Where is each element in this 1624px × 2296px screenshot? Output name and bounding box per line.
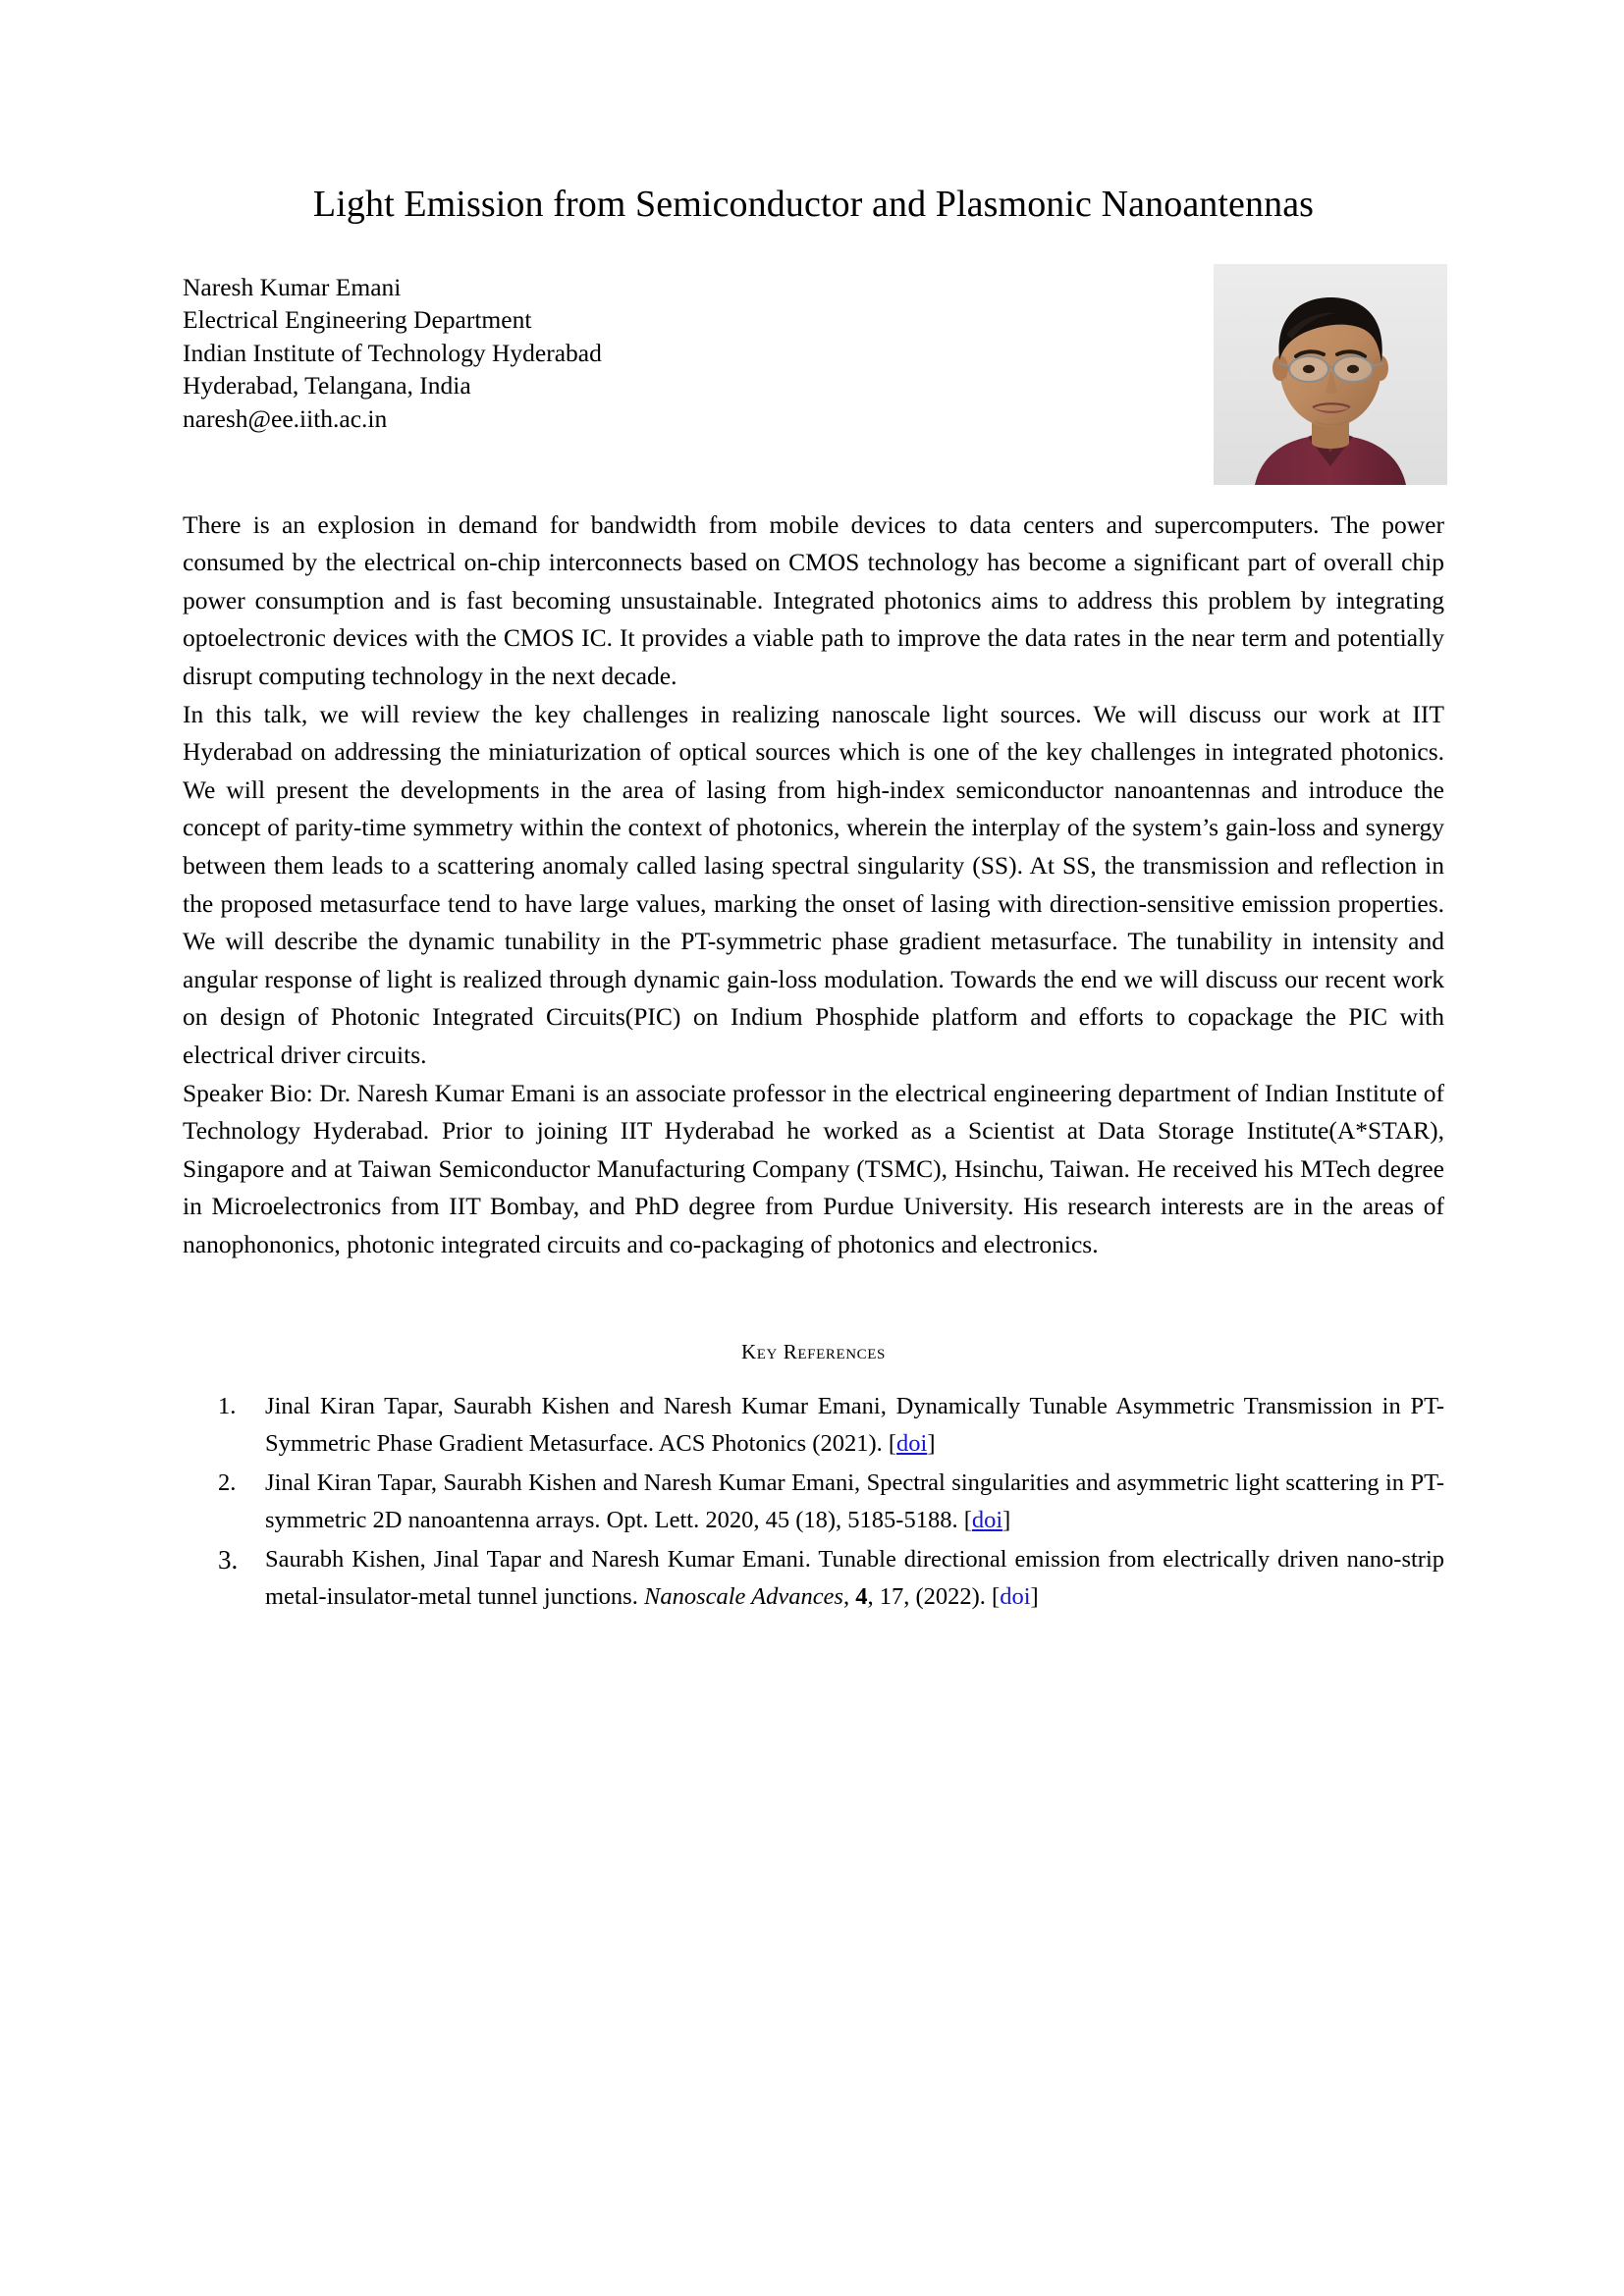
reference-text-2-end: ] [1002,1507,1011,1534]
reference-text-1: Jinal Kiran Tapar, Saurabh Kishen and Naresh Kumar Emani, Dynamically Tunable Asymmetric Transmission in PT-Symmetric Phase Gradient Metasurface. ACS Photonics (2021). [ [265,1393,1444,1458]
author-email: naresh@ee.iith.ac.in [183,403,388,433]
author-location: Hyderabad, Telangana, India [183,371,471,400]
author-portrait-photo [1214,264,1447,485]
reference-text-3a: Saurabh Kishen, Jinal Tapar and Naresh Kumar Emani. Tunable directional emission from electrically driven nano-strip metal-insulator-metal tunnel junctions. [265,1546,1444,1611]
reference-item-3 [183,1541,1444,1616]
reference-number-1: 1. [218,1393,237,1420]
reference-number-2: 2. [218,1469,237,1497]
doi-link-2[interactable]: doi [971,1507,1003,1534]
reference-volume-3: 4 [855,1583,868,1611]
reference-number-3: 3. [218,1545,239,1575]
reference-item-1 [183,1388,1444,1463]
reference-item-2 [183,1465,1444,1539]
author-department: Electrical Engineering Department [183,305,532,335]
page-title: Light Emission from Semiconductor and Plasmonic Nanoantennas [312,184,1315,225]
doi-link-1[interactable]: doi [896,1430,928,1458]
reference-text-3b: , [842,1583,856,1611]
references-heading: Key References [741,1340,886,1364]
author-name: Naresh Kumar Emani [183,272,402,301]
reference-journal-3: Nanoscale Advances [643,1583,843,1611]
references-list [183,1388,1444,1616]
author-block [183,271,1444,507]
speaker-bio-paragraph: Speaker Bio: Dr. Naresh Kumar Emani is an associate professor in the electrical engineering department of Indian Institute of Technology Hyderabad. Prior to joining IIT Hyderabad he worked as a Scientist at Data Storage Institute(A*STAR), Singapore and at Taiwan Semiconductor Manufacturing Company (TSMC), Hsinchu, Taiwan. He received his MTech degree in Microelectronics from IIT Bombay, and PhD degree from Purdue University. His research interests are in the areas of nanophononics, photonic integrated circuits and co-packaging of photonics and electronics. [183,1078,1444,1258]
abstract-paragraph-2: In this talk, we will review the key challenges in realizing nanoscale light sources. We will discuss our work at IIT Hyderabad on addressing the miniaturization of optical sources which is one of the key challenges in integrated photonics. We will present the developments in the area of lasing from high-index semiconductor nanoantennas and introduce the concept of parity-time symmetry within the context of photonics, wherein the interplay of the system’s gain-loss and synergy between them leads to a scattering anomaly called lasing spectral singularity (SS). At SS, the transmission and reflection in the proposed metasurface tend to have large values, marking the onset of lasing with direction-sensitive emission properties. We will describe the dynamic tunability in the PT-symmetric phase gradient metasurface. The tunability in intensity and angular response of light is realized through dynamic gain-loss modulation. Towards the end we will discuss our recent work on design of Photonic Integrated Circuits(PIC) on Indium Phosphide platform and efforts to copackage the PIC with electrical driver circuits. [183,699,1444,1069]
author-institution: Indian Institute of Technology Hyderabad [183,338,602,367]
doi-link-3[interactable]: doi [1000,1583,1031,1611]
reference-text-1-end: ] [927,1430,936,1458]
document-content [183,0,1444,1618]
author-info [183,271,1066,436]
reference-text-3-end: ] [1030,1583,1039,1611]
reference-text-3c: , 17, (2022). [ [867,1583,1001,1611]
portrait-illustration [1214,264,1447,485]
reference-text-2: Jinal Kiran Tapar, Saurabh Kishen and Naresh Kumar Emani, Spectral singularities and asymmetric light scattering in PT-symmetric 2D nanoantenna arrays. Opt. Lett. 2020, 45 (18), 5185-5188. [ [265,1469,1444,1534]
abstract-paragraph-1: There is an explosion in demand for bandwidth from mobile devices to data centers and supercomputers. The power consumed by the electrical on-chip interconnects based on CMOS technology has become a significant part of overall chip power consumption and is fast becoming unsustainable. Integrated photonics aims to address this problem by integrating optoelectronic devices with the CMOS IC. It provides a viable path to improve the data rates in the near term and potentially disrupt computing technology in the next decade. [183,509,1444,690]
